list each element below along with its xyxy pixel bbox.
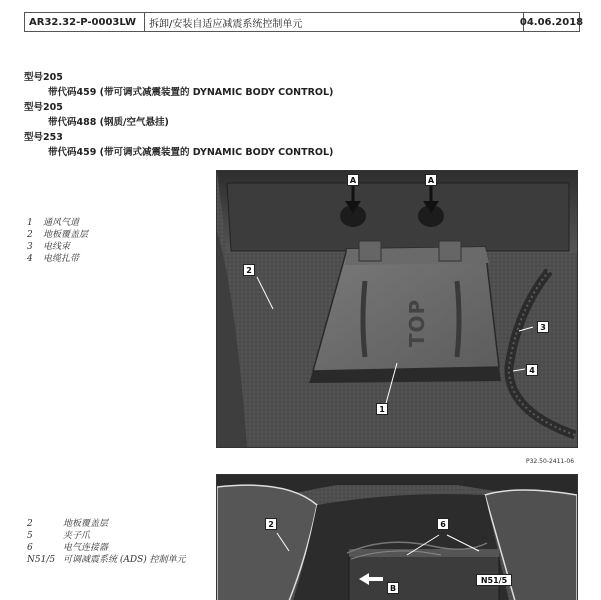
legend-item: 1 通风气道: [27, 218, 80, 228]
callout-2: 2: [265, 518, 277, 530]
model-code: 带代码459 (带可调式减震装置的 DYNAMIC BODY CONTROL): [48, 87, 334, 98]
legend-item: N51/5 可调减震系统 (ADS) 控制单元: [27, 555, 186, 565]
doc-date: 04.06.2018: [523, 13, 579, 31]
figure1-reference: P32.50-2411-06: [526, 458, 575, 465]
legend-item: 2 地板覆盖层: [27, 519, 109, 529]
callout-4: 4: [526, 364, 538, 376]
legend-item: 5 夹子爪: [27, 531, 91, 541]
document-header: [24, 12, 584, 32]
model-name: 型号205: [24, 72, 63, 83]
model-applicability: [24, 70, 333, 160]
model-code: 带代码459 (带可调式减震装置的 DYNAMIC BODY CONTROL): [48, 147, 334, 158]
model-code: 带代码488 (钢质/空气悬挂): [48, 117, 169, 128]
legend-item: 2 地板覆盖层: [27, 230, 89, 240]
callout-6: 6: [437, 518, 449, 530]
doc-title: 拆卸/安装自适应减震系统控制单元: [149, 18, 303, 30]
callout-n51-5: N51/5: [476, 574, 512, 586]
callout-1: 1: [376, 403, 388, 415]
callout-b: B: [387, 582, 399, 594]
figure1-legend: [27, 217, 88, 265]
legend-item: 3 电线束: [27, 242, 71, 252]
model-name: 型号205: [24, 102, 63, 113]
figure2-legend: [27, 518, 186, 566]
doc-id: AR32.32-P-0003LW: [25, 13, 145, 31]
callout-a-right: A: [425, 174, 437, 186]
top-stamp-label: TOP: [405, 298, 430, 348]
legend-item: 4 电缆扎带: [27, 254, 80, 264]
model-name: 型号253: [24, 132, 63, 143]
callout-3: 3: [537, 321, 549, 333]
callout-2: 2: [243, 264, 255, 276]
trunk-floor-illustration: [217, 171, 577, 447]
callout-a-left: A: [347, 174, 359, 186]
figure1-photo: [216, 170, 578, 448]
legend-item: 6 电气连接器: [27, 543, 109, 553]
